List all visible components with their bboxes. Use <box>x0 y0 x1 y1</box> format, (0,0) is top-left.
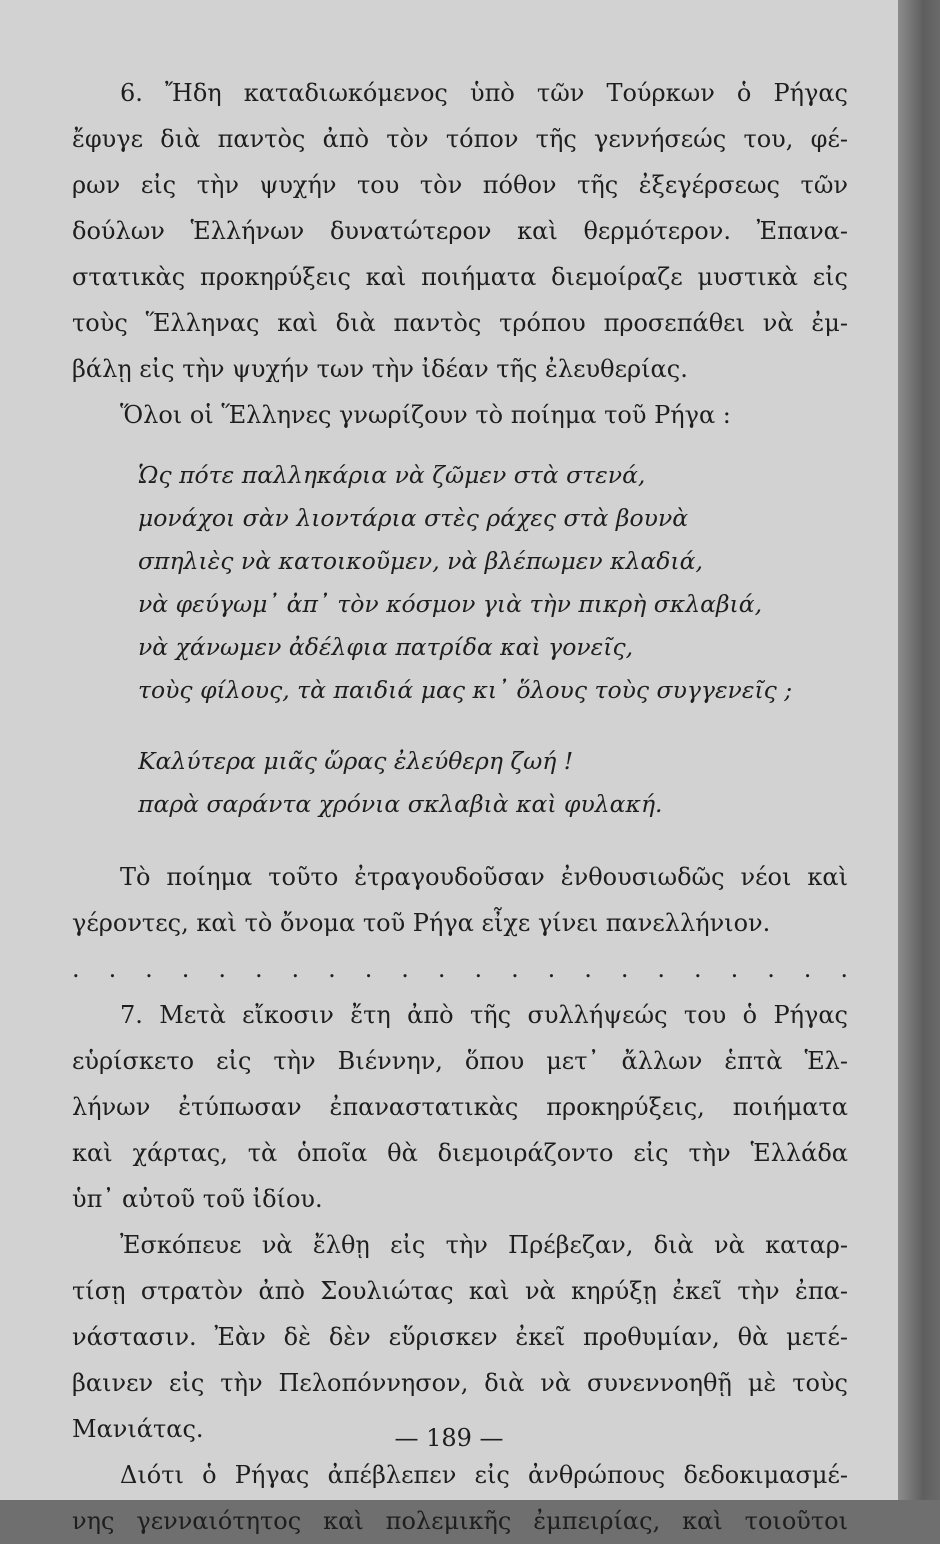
text-line: ἔφυγε διὰ παντὸς ἀπὸ τὸν τόπον τῆς γεννήσεώς του, φέ- <box>72 125 848 153</box>
text-line: ρων εἰς τὴν ψυχήν του τὸν πόθον τῆς ἐξεγέρσεως τῶν <box>72 171 848 199</box>
poem-line: Καλύτερα μιᾶς ὥρας ἐλεύθερη ζωή ! <box>138 747 574 775</box>
text-line: Τὸ ποίημα τοῦτο ἐτραγουδοῦσαν ἐνθουσιωδῶς νέοι καὶ <box>120 863 848 891</box>
text-line: νάστασιν. Ἐὰν δὲ δὲν εὕρισκεν ἐκεῖ προθυμίαν, θὰ μετέ- <box>72 1323 848 1351</box>
poem-couplet <box>138 740 848 826</box>
poem-line: σπηλιὲς νὰ κατοικοῦμεν, νὰ βλέπωμεν κλαδιά, <box>138 547 703 575</box>
text-line: 7. Μετὰ εἴκοσιν ἔτη ἀπὸ τῆς συλλήψεώς του ὁ Ρήγας <box>120 1001 848 1029</box>
poem-line: τοὺς φίλους, τὰ παιδιά μας κι᾿ ὅλους τοὺς συγγενεῖς ; <box>138 676 793 704</box>
text-line: Ἐσκόπευε νὰ ἔλθῃ εἰς τὴν Πρέβεζαν, διὰ νὰ καταρ- <box>120 1231 848 1259</box>
page-edge-shadow <box>898 0 940 1500</box>
ellipsis-divider: . . . . . . . . . . . . . . . . . . . . . . <box>72 955 848 983</box>
poem-line: νὰ φεύγωμ᾿ ἀπ᾿ τὸν κόσμον γιὰ τὴν πικρὴ σκλαβιά, <box>138 590 763 618</box>
text-line: 6. Ἤδη καταδιωκόμενος ὑπὸ τῶν Τούρκων ὁ Ρήγας <box>120 79 848 107</box>
text-line: στατικὰς προκηρύξεις καὶ ποιήματα διεμοίραζε μυστικὰ εἰς <box>72 263 848 291</box>
text-line: καὶ χάρτας, τὰ ὁποῖα θὰ διεμοιράζοντο εἰς τὴν Ἑλλάδα <box>72 1139 848 1167</box>
text-line: νης γενναιότητος καὶ πολεμικῆς ἐμπειρίας, καὶ τοιοῦτοι <box>72 1507 848 1535</box>
text-line: Μανιάτας. <box>72 1415 204 1443</box>
text-line: ὑπ᾿ αὐτοῦ τοῦ ἰδίου. <box>72 1185 323 1213</box>
text-line: δούλων Ἑλλήνων δυνατώτερον καὶ θερμότερον. Ἐπανα- <box>72 217 848 245</box>
text-line: λήνων ἐτύπωσαν ἐπαναστατικὰς προκηρύξεις, ποιήματα <box>72 1093 848 1121</box>
page-number: — 189 — <box>394 1424 504 1452</box>
page-text <box>72 70 848 1544</box>
poem-intro: Ὅλοι οἱ Ἕλληνες γνωρίζουν τὸ ποίημα τοῦ Ρήγα : <box>120 401 731 429</box>
poem-line: νὰ χάνωμεν ἀδέλφια πατρίδα καὶ γονεῖς, <box>138 633 634 661</box>
text-line: γέροντες, καὶ τὸ ὄνομα τοῦ Ρήγα εἶχε γίνει πανελλήνιον. <box>72 909 771 937</box>
text-line: Διότι ὁ Ρήγας ἀπέβλεπεν εἰς ἀνθρώπους δεδοκιμασμέ- <box>120 1461 848 1489</box>
poem-line: μονάχοι σὰν λιοντάρια στὲς ράχες στὰ βουνὰ <box>138 504 689 532</box>
text-line: τίσῃ στρατὸν ἀπὸ Σουλιώτας καὶ νὰ κηρύξῃ ἐκεῖ τὴν ἐπα- <box>72 1277 848 1305</box>
text-line: βαινεν εἰς τὴν Πελοπόννησον, διὰ νὰ συνεννοηθῇ μὲ τοὺς <box>72 1369 848 1397</box>
poem-line: Ὡς πότε παλληκάρια νὰ ζῶμεν στὰ στενά, <box>138 461 646 489</box>
text-line: τοὺς Ἕλληνας καὶ διὰ παντὸς τρόπου προσεπάθει νὰ ἐμ- <box>72 309 848 337</box>
poem-stanza <box>138 454 848 712</box>
text-line: εὑρίσκετο εἰς τὴν Βιέννην, ὅπου μετ᾿ ἄλλων ἑπτὰ Ἑλ- <box>72 1047 848 1075</box>
poem-line: παρὰ σαράντα χρόνια σκλαβιὰ καὶ φυλακή. <box>138 790 663 818</box>
text-line: βάλῃ εἰς τὴν ψυχήν των τὴν ἰδέαν τῆς ἐλευθερίας. <box>72 355 688 383</box>
